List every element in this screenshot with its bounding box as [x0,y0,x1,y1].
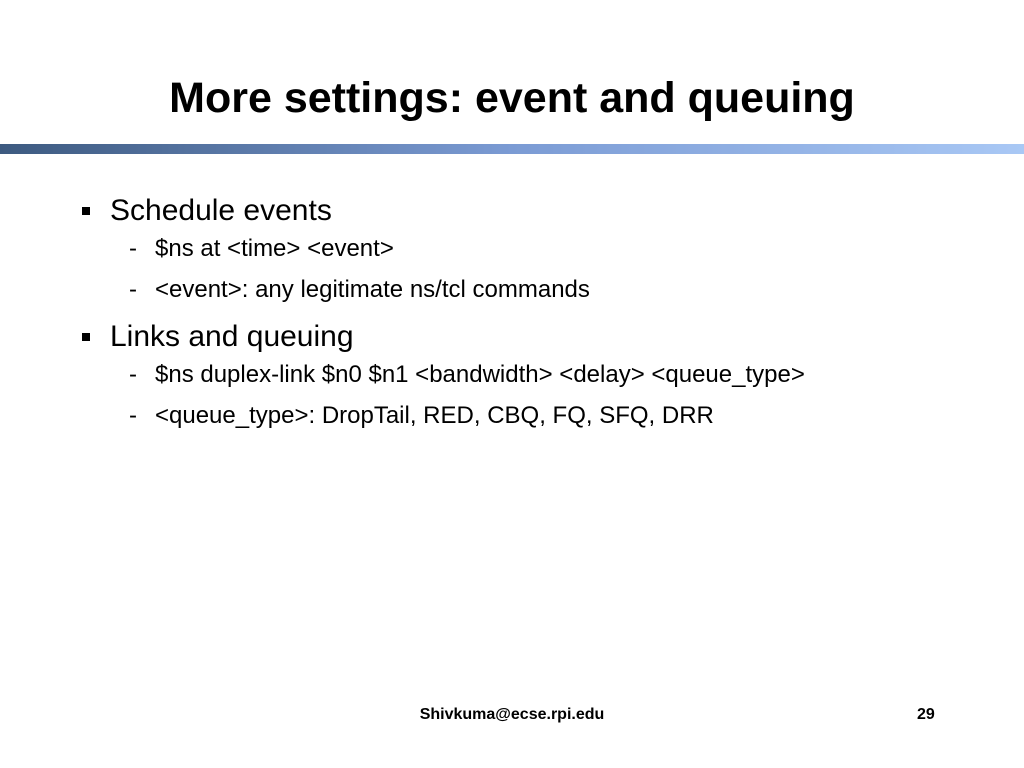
page-number: 29 [917,706,935,723]
dash-bullet-icon: - [129,235,137,262]
slide-title: More settings: event and queuing [169,74,855,122]
bullet-text: Links and queuing [110,320,354,353]
square-bullet-icon [82,207,90,215]
footer-email: Shivkuma@ecse.rpi.edu [419,706,605,723]
bullet-text: Schedule events [110,194,332,227]
sub-item-text: $ns duplex-link $n0 $n1 <bandwidth> <delay> <queue_type> [155,361,805,388]
slide-body [80,190,980,442]
sub-item-text: $ns at <time> <event> [155,235,394,262]
sub-item [80,234,980,264]
sub-item [80,360,980,390]
bullet-item-schedule-events [80,190,980,232]
dash-bullet-icon: - [129,276,137,303]
square-bullet-icon [82,333,90,341]
bullet-item-links-and-queuing [80,316,980,358]
sub-item [80,401,980,431]
sub-item-text: <event>: any legitimate ns/tcl commands [155,276,590,303]
sub-item-text: <queue_type>: DropTail, RED, CBQ, FQ, SFQ, DRR [155,402,714,429]
sub-item [80,275,980,305]
title-divider-bar [0,144,1024,154]
dash-bullet-icon: - [129,402,137,429]
dash-bullet-icon: - [129,361,137,388]
